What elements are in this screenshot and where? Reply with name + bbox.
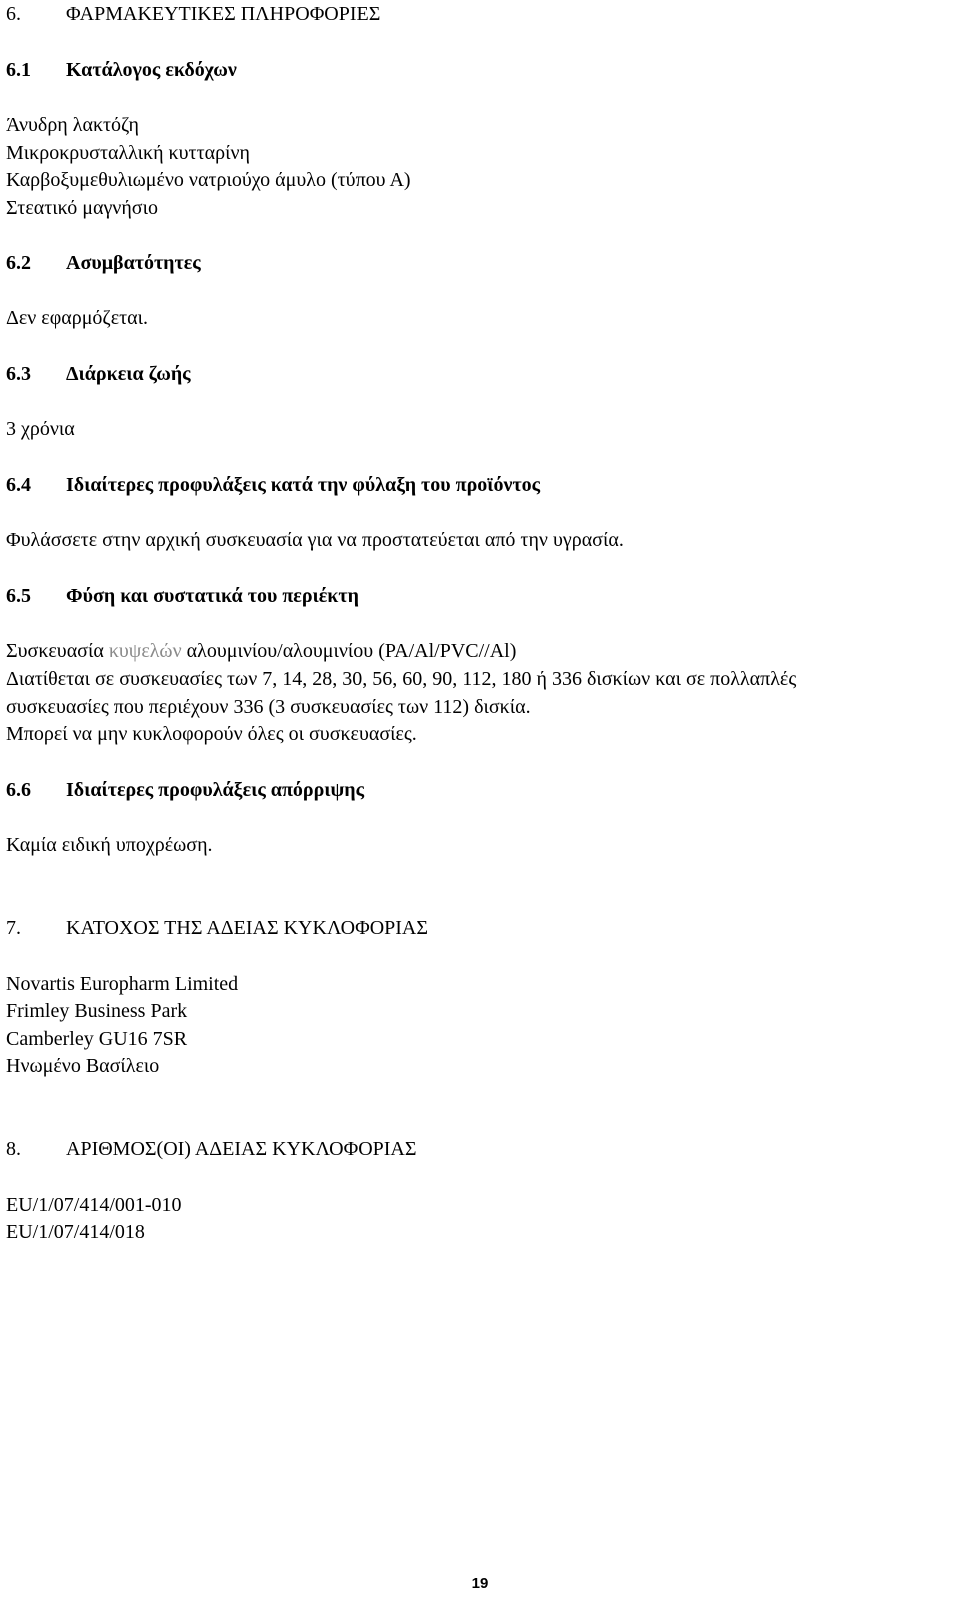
holder-address-line: Camberley GU16 7SR [6, 1028, 188, 1050]
subsection-title: Ασυμβατότητες [66, 252, 201, 274]
subsection-number: 6.2 [6, 252, 31, 274]
authorisation-number: EU/1/07/414/018 [6, 1221, 145, 1243]
storage-text: Φυλάσσετε στην αρχική συσκευασία για να προστατεύεται από την υγρασία. [6, 529, 624, 551]
page-number: 19 [471, 1575, 489, 1592]
subsection-title: Φύση και συστατικά του περιέκτη [66, 585, 359, 607]
subsection-number: 6.3 [6, 363, 31, 385]
excipient-line: Καρβοξυμεθυλιωμένο νατριούχο άμυλο (τύπου Α) [6, 169, 411, 191]
section-number: 7. [6, 917, 21, 939]
holder-address-line: Novartis Europharm Limited [6, 973, 239, 995]
container-line-muted-part: κυψελών [108, 640, 182, 662]
section-number: 8. [6, 1138, 21, 1160]
subsection-6-4-heading [6, 471, 540, 499]
container-line: Μπορεί να μην κυκλοφορούν όλες οι συσκευασίες. [6, 723, 417, 745]
subsection-title: Κατάλογος εκδόχων [66, 59, 237, 81]
holder-address-line: Frimley Business Park [6, 1000, 188, 1022]
disposal-text: Καμία ειδική υποχρέωση. [6, 834, 213, 856]
section-number: 6. [6, 3, 21, 25]
container-line: συσκευασίες που περιέχουν 336 (3 συσκευασίες των 112) δισκία. [6, 696, 531, 718]
holder-address-line: Ηνωμένο Βασίλειο [6, 1055, 160, 1077]
incompatibilities-text: Δεν εφαρμόζεται. [6, 307, 149, 329]
section-title: ΑΡΙΘΜΟΣ(ΟΙ) ΑΔΕΙΑΣ ΚΥΚΛΟΦΟΡΙΑΣ [66, 1138, 417, 1160]
excipient-line: Στεατικό μαγνήσιο [6, 197, 158, 219]
subsection-title: Ιδιαίτερες προφυλάξεις κατά την φύλαξη του προϊόντος [66, 474, 541, 496]
subsection-title: Διάρκεια ζωής [66, 363, 191, 385]
subsection-6-2-heading [6, 249, 201, 277]
subsection-number: 6.5 [6, 585, 31, 607]
section-7-heading [6, 914, 428, 942]
subsection-number: 6.1 [6, 59, 31, 81]
section-8-heading [6, 1135, 417, 1163]
section-6-heading [6, 0, 380, 28]
excipient-line: Μικροκρυσταλλική κυτταρίνη [6, 142, 250, 164]
subsection-6-3-heading [6, 360, 191, 388]
container-line [6, 637, 516, 665]
authorisation-number: EU/1/07/414/001-010 [6, 1194, 182, 1216]
subsection-6-1-heading [6, 56, 237, 84]
subsection-title: Ιδιαίτερες προφυλάξεις απόρριψης [66, 779, 365, 801]
excipient-line: Άνυδρη λακτόζη [6, 114, 140, 136]
subsection-6-6-heading [6, 776, 364, 804]
subsection-number: 6.4 [6, 474, 31, 496]
section-title: ΦΑΡΜΑΚΕΥΤΙΚΕΣ ΠΛΗΡΟΦΟΡΙΕΣ [66, 3, 381, 25]
subsection-6-5-heading [6, 582, 359, 610]
section-title: ΚΑΤΟΧΟΣ ΤΗΣ ΑΔΕΙΑΣ ΚΥΚΛΟΦΟΡΙΑΣ [66, 917, 429, 939]
shelf-life-text: 3 χρόνια [6, 418, 75, 440]
container-line: Διατίθεται σε συσκευασίες των 7, 14, 28, 30, 56, 60, 90, 112, 180 ή 336 δισκίων και σε πολλαπλές [6, 668, 797, 690]
subsection-number: 6.6 [6, 779, 31, 801]
container-line-part: Συσκευασία [6, 640, 109, 662]
container-line-part: αλουμινίου/αλουμινίου (PA/Al/PVC//Al) [181, 640, 517, 662]
